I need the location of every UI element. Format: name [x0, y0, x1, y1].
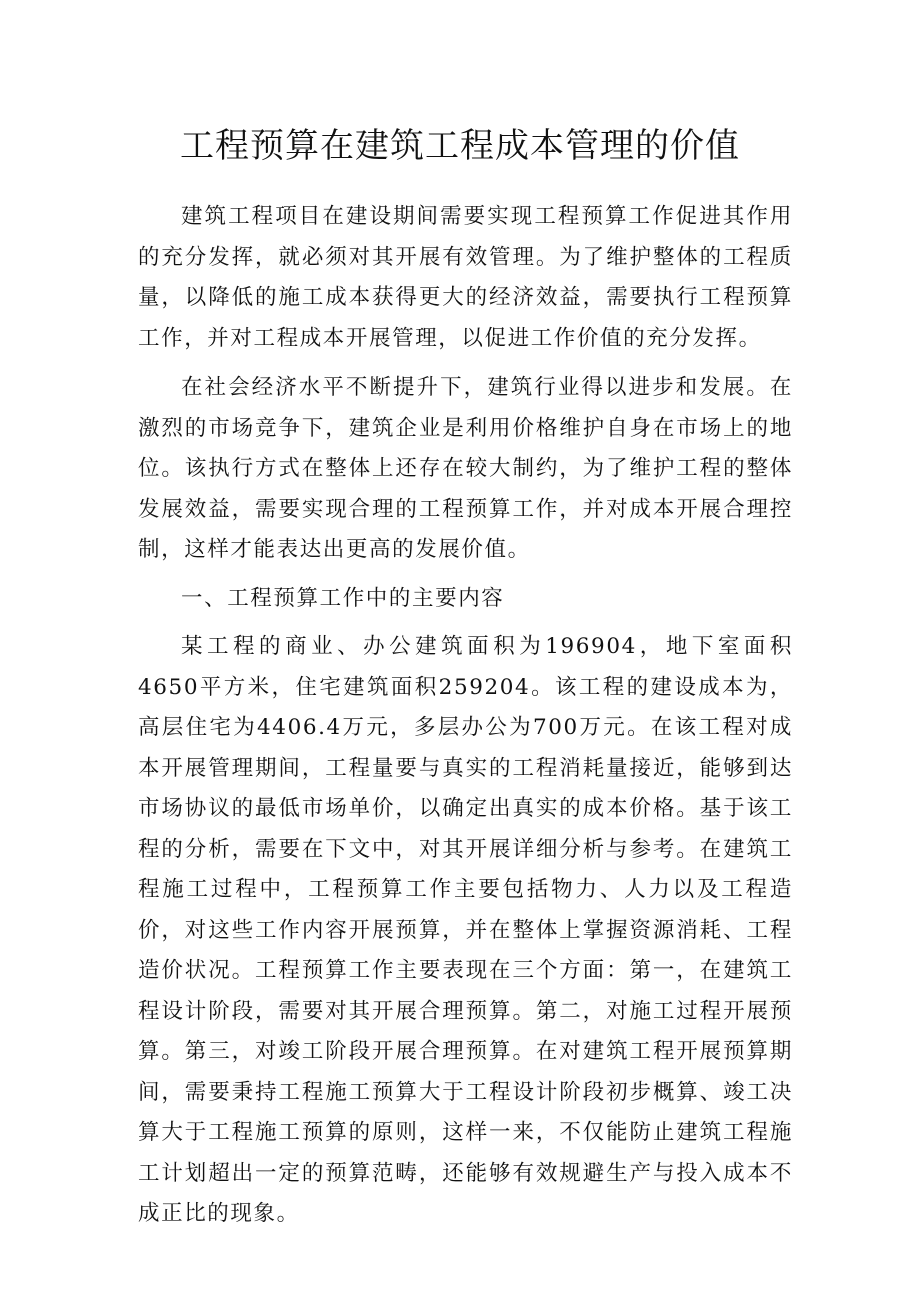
section-heading: 一、工程预算工作中的主要内容	[181, 586, 505, 611]
background-paragraph: 在社会经济水平不断提升下，建筑行业得以进步和发展。在激烈的市场竞争下，建筑企业是利用价格维护自身在市场上的地位。该执行方式在整体上还存在较大制约，为了维护工程的整体发展效益，需要实现合理的工程预算工作，并对成本开展合理控制，这样才能表达出更高的发展价值。	[138, 375, 793, 562]
document-title: 工程预算在建筑工程成本管理的价值	[180, 126, 740, 166]
section-paragraph: 某工程的商业、办公建筑面积为196904，地下室面积4650平方米，住宅建筑面积259204。该工程的建设成本为，高层住宅为4406.4万元，多层办公为700万元。在该工程对成本开展管理期间，工程量要与真实的工程消耗量接近，能够到达市场协议的最低市场单价，以确定出真实的成本价格。基于该工程的分析，需要在下文中，对其开展详细分析与参考。在建筑工程施工过程中，工程预算工作主要包括物力、人力以及工程造价，对这些工作内容开展预算，并在整体上掌握资源消耗、工程造价状况。工程预算工作主要表现在三个方面：第一，在建筑工程设计阶段，需要对其开展合理预算。第二，对施工过程开展预算。第三，对竣工阶段开展合理预算。在对建筑工程开展预算期间，需要秉持工程施工预算大于工程设计阶段初步概算、竣工决算大于工程施工预算的原则，这样一来，不仅能防止建筑工程施工计划超出一定的预算范畴，还能够有效规避生产与投入成本不成正比的现象。	[138, 634, 793, 1226]
intro-paragraph: 建筑工程项目在建设期间需要实现工程预算工作促进其作用的充分发挥，就必须对其开展有效管理。为了维护整体的工程质量，以降低的施工成本获得更大的经济效益，需要执行工程预算工作，并对工程成本开展管理，以促进工作价值的充分发挥。	[138, 204, 793, 351]
